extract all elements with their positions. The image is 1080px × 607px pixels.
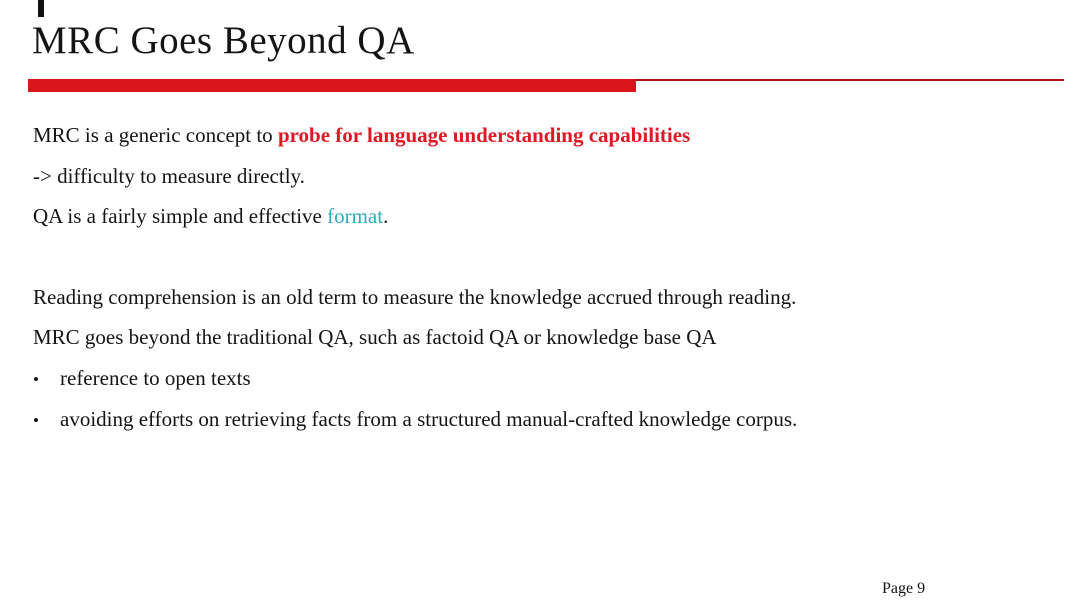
paragraph-line-2 [33, 164, 305, 189]
bullet-item-1 [33, 366, 251, 392]
top-left-tick-decoration [38, 0, 44, 17]
line5-text: MRC goes beyond the traditional QA, such as factoid QA or knowledge base QA [33, 325, 717, 349]
bullet-icon: • [33, 370, 39, 389]
bullet-icon: • [33, 411, 39, 430]
paragraph-line-5 [33, 325, 717, 350]
title-divider-thick-bar [28, 79, 636, 92]
line1-black-text: MRC is a generic concept to [33, 123, 278, 147]
bullet-2-text: avoiding efforts on retrieving facts from a structured manual-crafted knowledge corpus. [60, 407, 798, 431]
line3-black-text: QA is a fairly simple and effective [33, 204, 328, 228]
bullet-item-2 [33, 407, 797, 433]
line1-red-emphasis: probe for language understanding capabilities [277, 123, 691, 147]
line4-text: Reading comprehension is an old term to measure the knowledge accrued through reading. [33, 285, 797, 309]
slide-title: MRC Goes Beyond QA [32, 19, 415, 62]
paragraph-line-1 [33, 123, 690, 148]
bullet-1-text: reference to open texts [60, 366, 251, 390]
line2-text: -> difficulty to measure directly. [33, 164, 305, 188]
title-divider-thin-line [636, 79, 1064, 81]
page-number: Page 9 [882, 580, 926, 597]
line3-cyan-emphasis: format [327, 204, 384, 228]
line3-period: . [383, 204, 389, 228]
paragraph-line-4 [33, 285, 796, 310]
paragraph-line-3 [33, 204, 388, 229]
